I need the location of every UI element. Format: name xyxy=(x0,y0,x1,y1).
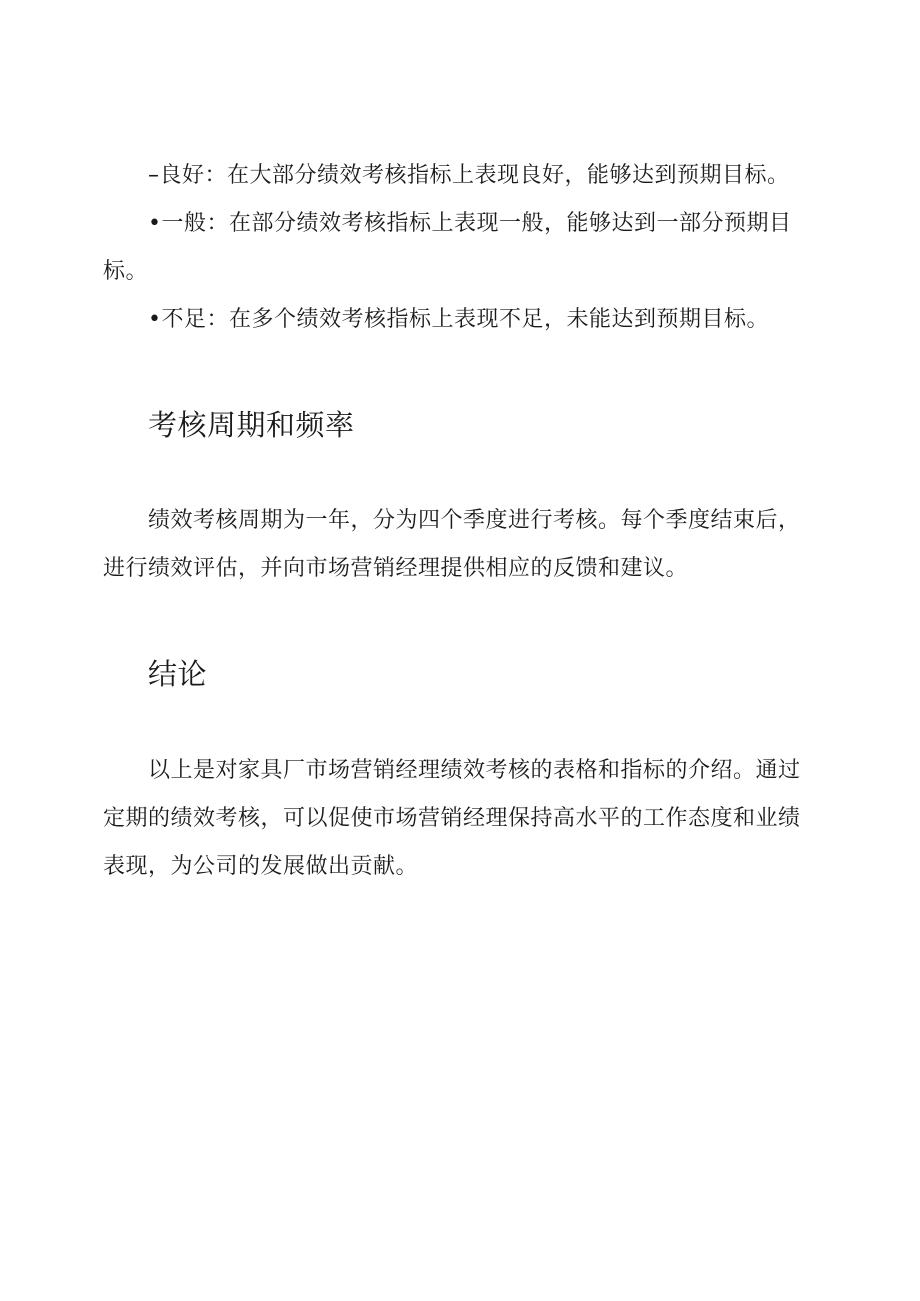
rating-list xyxy=(103,152,818,344)
rating-item-average: •一般：在部分绩效考核指标上表现一般，能够达到一部分预期目标。 xyxy=(103,211,792,284)
cycle-paragraph: 绩效考核周期为一年，分为四个季度进行考核。每个季度结束后，进行绩效评估，并向市场营销经理提供相应的反馈和建议。 xyxy=(103,508,801,581)
conclusion-paragraph: 以上是对家具厂市场营销经理绩效考核的表格和指标的介绍。通过定期的绩效考核，可以促使市场营销经理保持高水平的工作态度和业绩表现，为公司的发展做出贡献。 xyxy=(103,758,801,879)
cycle-section-title: 考核周期和频率 xyxy=(148,408,355,442)
rating-item-insufficient: •不足：在多个绩效考核指标上表现不足，未能达到预期目标。 xyxy=(148,307,769,332)
conclusion-section-title: 结论 xyxy=(148,657,208,691)
rating-item-good: –良好：在大部分绩效考核指标上表现良好，能够达到预期目标。 xyxy=(148,163,790,188)
